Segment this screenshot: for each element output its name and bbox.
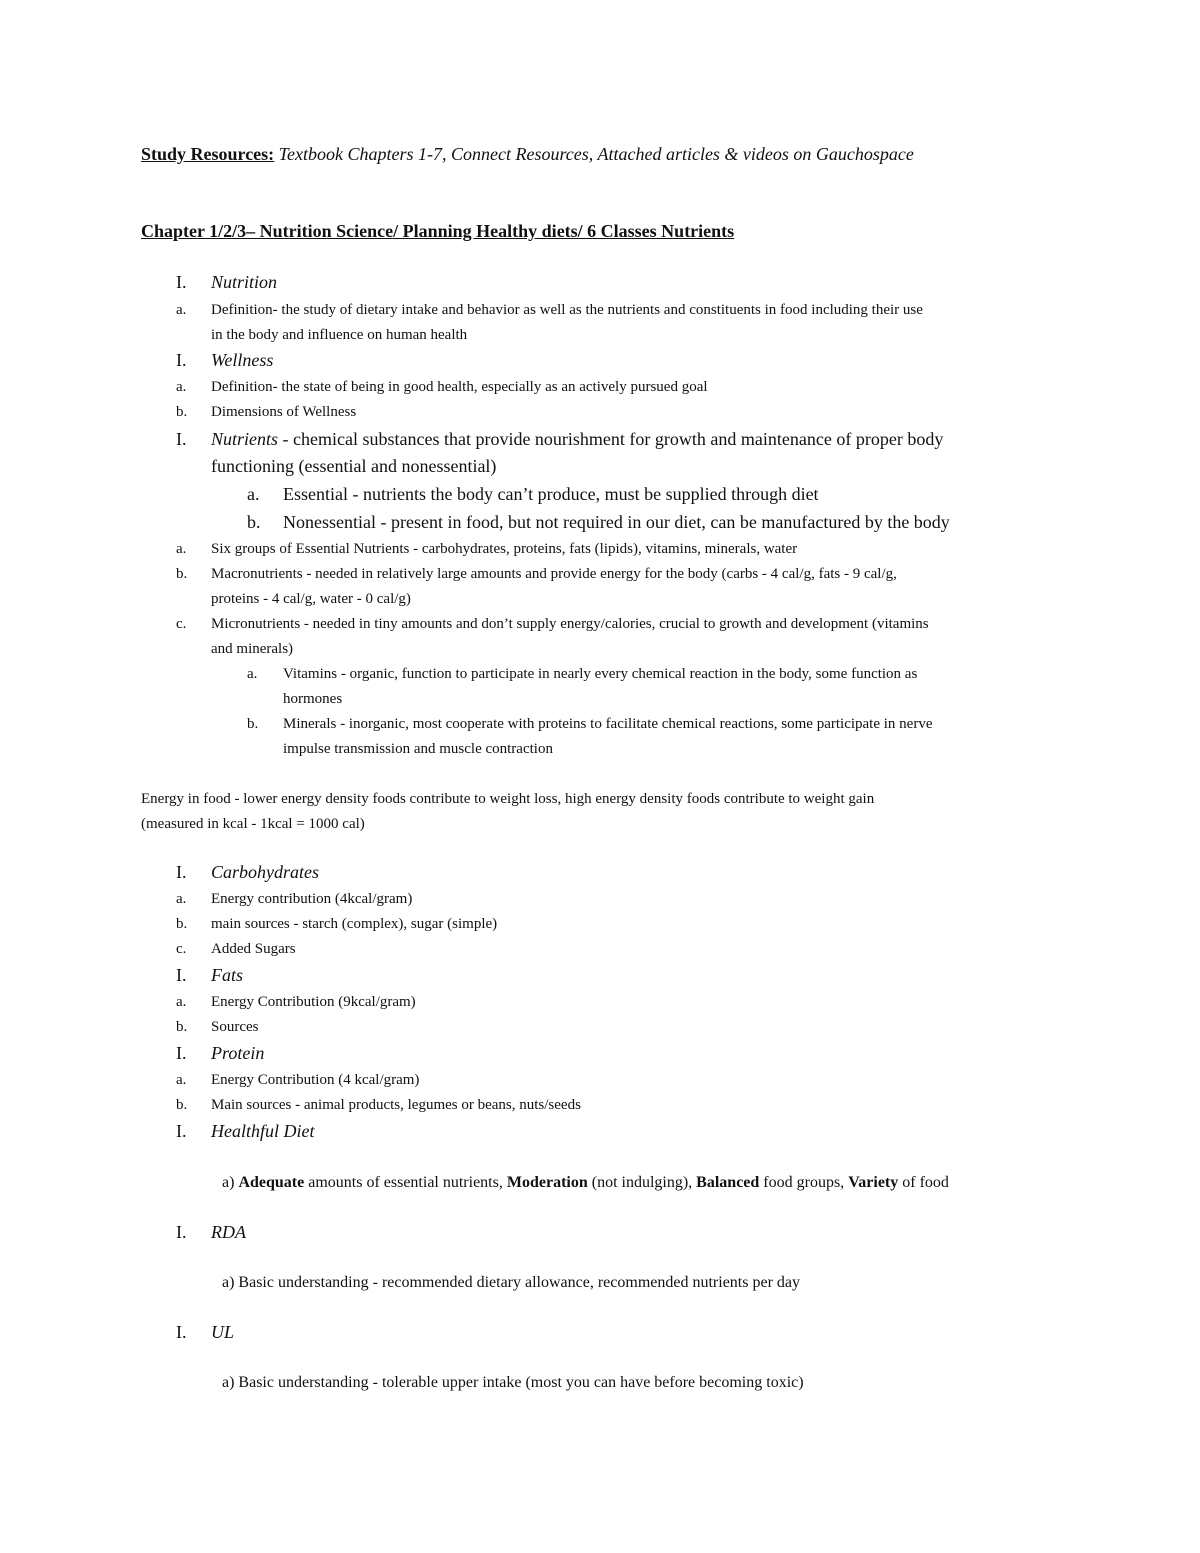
outline-letter: b. [176,566,188,582]
variety-term: Variety [848,1174,899,1191]
ul-text: a) Basic understanding - tolerable upper intake (most you can have before becoming toxic) [222,1374,804,1391]
outline-letter: c. [176,941,187,957]
outline-letter: a. [247,666,258,682]
outline-letter: a. [176,302,187,318]
study-resources-text: Textbook Chapters 1-7, Connect Resources, Attached articles & videos on Gauchospace [278,144,914,164]
outline-letter: b. [176,1019,188,1035]
rda-heading: RDA [211,1222,246,1242]
healthful-diet-heading: Healthful Diet [211,1121,315,1141]
rda-text: a) Basic understanding - recommended dietary allowance, recommended nutrients per day [222,1274,800,1291]
nutrition-heading: Nutrition [211,272,278,292]
outline-letter: a. [247,484,260,504]
nutrition-definition-line2: in the body and influence on human health [211,327,468,343]
outline-number: I. [176,350,187,370]
minerals-line1: Minerals - inorganic, most cooperate with proteins to facilitate chemical reactions, some participate in nerve [283,716,933,732]
outline-number: I. [176,965,187,985]
healthful-text-4: of food [898,1174,949,1191]
wellness-definition: Definition- the state of being in good health, especially as an actively pursued goal [211,379,708,395]
moderation-term: Moderation [506,1174,588,1191]
carbs-energy: Energy contribution (4kcal/gram) [211,891,413,907]
carbohydrates-heading: Carbohydrates [211,862,319,882]
protein-heading: Protein [211,1043,265,1063]
healthful-text-1: amounts of essential nutrients, [304,1174,507,1191]
outline-number: I. [176,1121,187,1141]
study-resources-line [141,144,914,165]
study-resources-label: Study Resources: [141,144,275,164]
balanced-term: Balanced [696,1174,760,1191]
outline-number: I. [176,1043,187,1063]
outline-letter: a. [176,891,187,907]
nutrients-line1 [211,429,943,450]
added-sugars: Added Sugars [211,941,296,957]
fats-energy: Energy Contribution (9kcal/gram) [211,994,416,1010]
outline-number: I. [176,1322,187,1342]
outline-letter: b. [247,716,259,732]
nutrients-definition: - chemical substances that provide nourishment for growth and maintenance of proper body [278,429,944,449]
healthful-prefix: a) [222,1174,239,1191]
outline-number: I. [176,272,187,292]
macronutrients-line2: proteins - 4 cal/g, water - 0 cal/g) [211,591,411,607]
six-groups: Six groups of Essential Nutrients - carbohydrates, proteins, fats (lipids), vitamins, minerals, water [211,541,798,557]
carbs-sources: main sources - starch (complex), sugar (simple) [211,916,498,932]
healthful-text-3: food groups, [759,1174,849,1191]
micronutrients-line1: Micronutrients - needed in tiny amounts and don’t supply energy/calories, crucial to growth and development (vitamins [211,616,929,632]
outline-letter: c. [176,616,187,632]
protein-energy: Energy Contribution (4 kcal/gram) [211,1072,420,1088]
essential-nutrients: Essential - nutrients the body can’t produce, must be supplied through diet [283,484,819,504]
ul-heading: UL [211,1322,235,1342]
nutrients-line2: functioning (essential and nonessential) [211,456,497,476]
adequate-term: Adequate [238,1174,305,1191]
protein-sources: Main sources - animal products, legumes or beans, nuts/seeds [211,1097,581,1113]
fats-sources: Sources [211,1019,259,1035]
outline-letter: b. [176,1097,188,1113]
energy-line2: (measured in kcal - 1kcal = 1000 cal) [141,816,365,832]
fats-heading: Fats [211,965,244,985]
chapter-title: Chapter 1/2/3– Nutrition Science/ Planning Healthy diets/ 6 Classes Nutrients [141,221,735,241]
outline-number: I. [176,1222,187,1242]
outline-letter: a. [176,379,187,395]
outline-letter: a. [176,994,187,1010]
healthful-diet-line [222,1174,949,1192]
macronutrients-line1: Macronutrients - needed in relatively large amounts and provide energy for the body (carbs - 4 cal/g, fats - 9 cal/g, [211,566,897,582]
outline-letter: a. [176,1072,187,1088]
vitamins-line2: hormones [283,691,343,707]
energy-line1: Energy in food - lower energy density foods contribute to weight loss, high energy density foods contribute to weight gain [141,791,875,807]
wellness-heading: Wellness [211,350,274,370]
healthful-text-2: (not indulging), [587,1174,697,1191]
outline-letter: b. [176,404,188,420]
wellness-dimensions: Dimensions of Wellness [211,404,357,420]
nonessential-nutrients: Nonessential - present in food, but not required in our diet, can be manufactured by the body [283,512,950,532]
minerals-line2: impulse transmission and muscle contraction [283,741,553,757]
outline-letter: a. [176,541,187,557]
outline-letter: b. [176,916,188,932]
outline-letter: b. [247,512,261,532]
nutrition-definition-line1: Definition- the study of dietary intake and behavior as well as the nutrients and constituents in food including their use [211,302,923,318]
micronutrients-line2: and minerals) [211,641,294,657]
outline-number: I. [176,862,187,882]
outline-number: I. [176,429,187,449]
vitamins-line1: Vitamins - organic, function to participate in nearly every chemical reaction in the body, some function as [283,666,918,682]
nutrients-heading: Nutrients [211,429,279,449]
